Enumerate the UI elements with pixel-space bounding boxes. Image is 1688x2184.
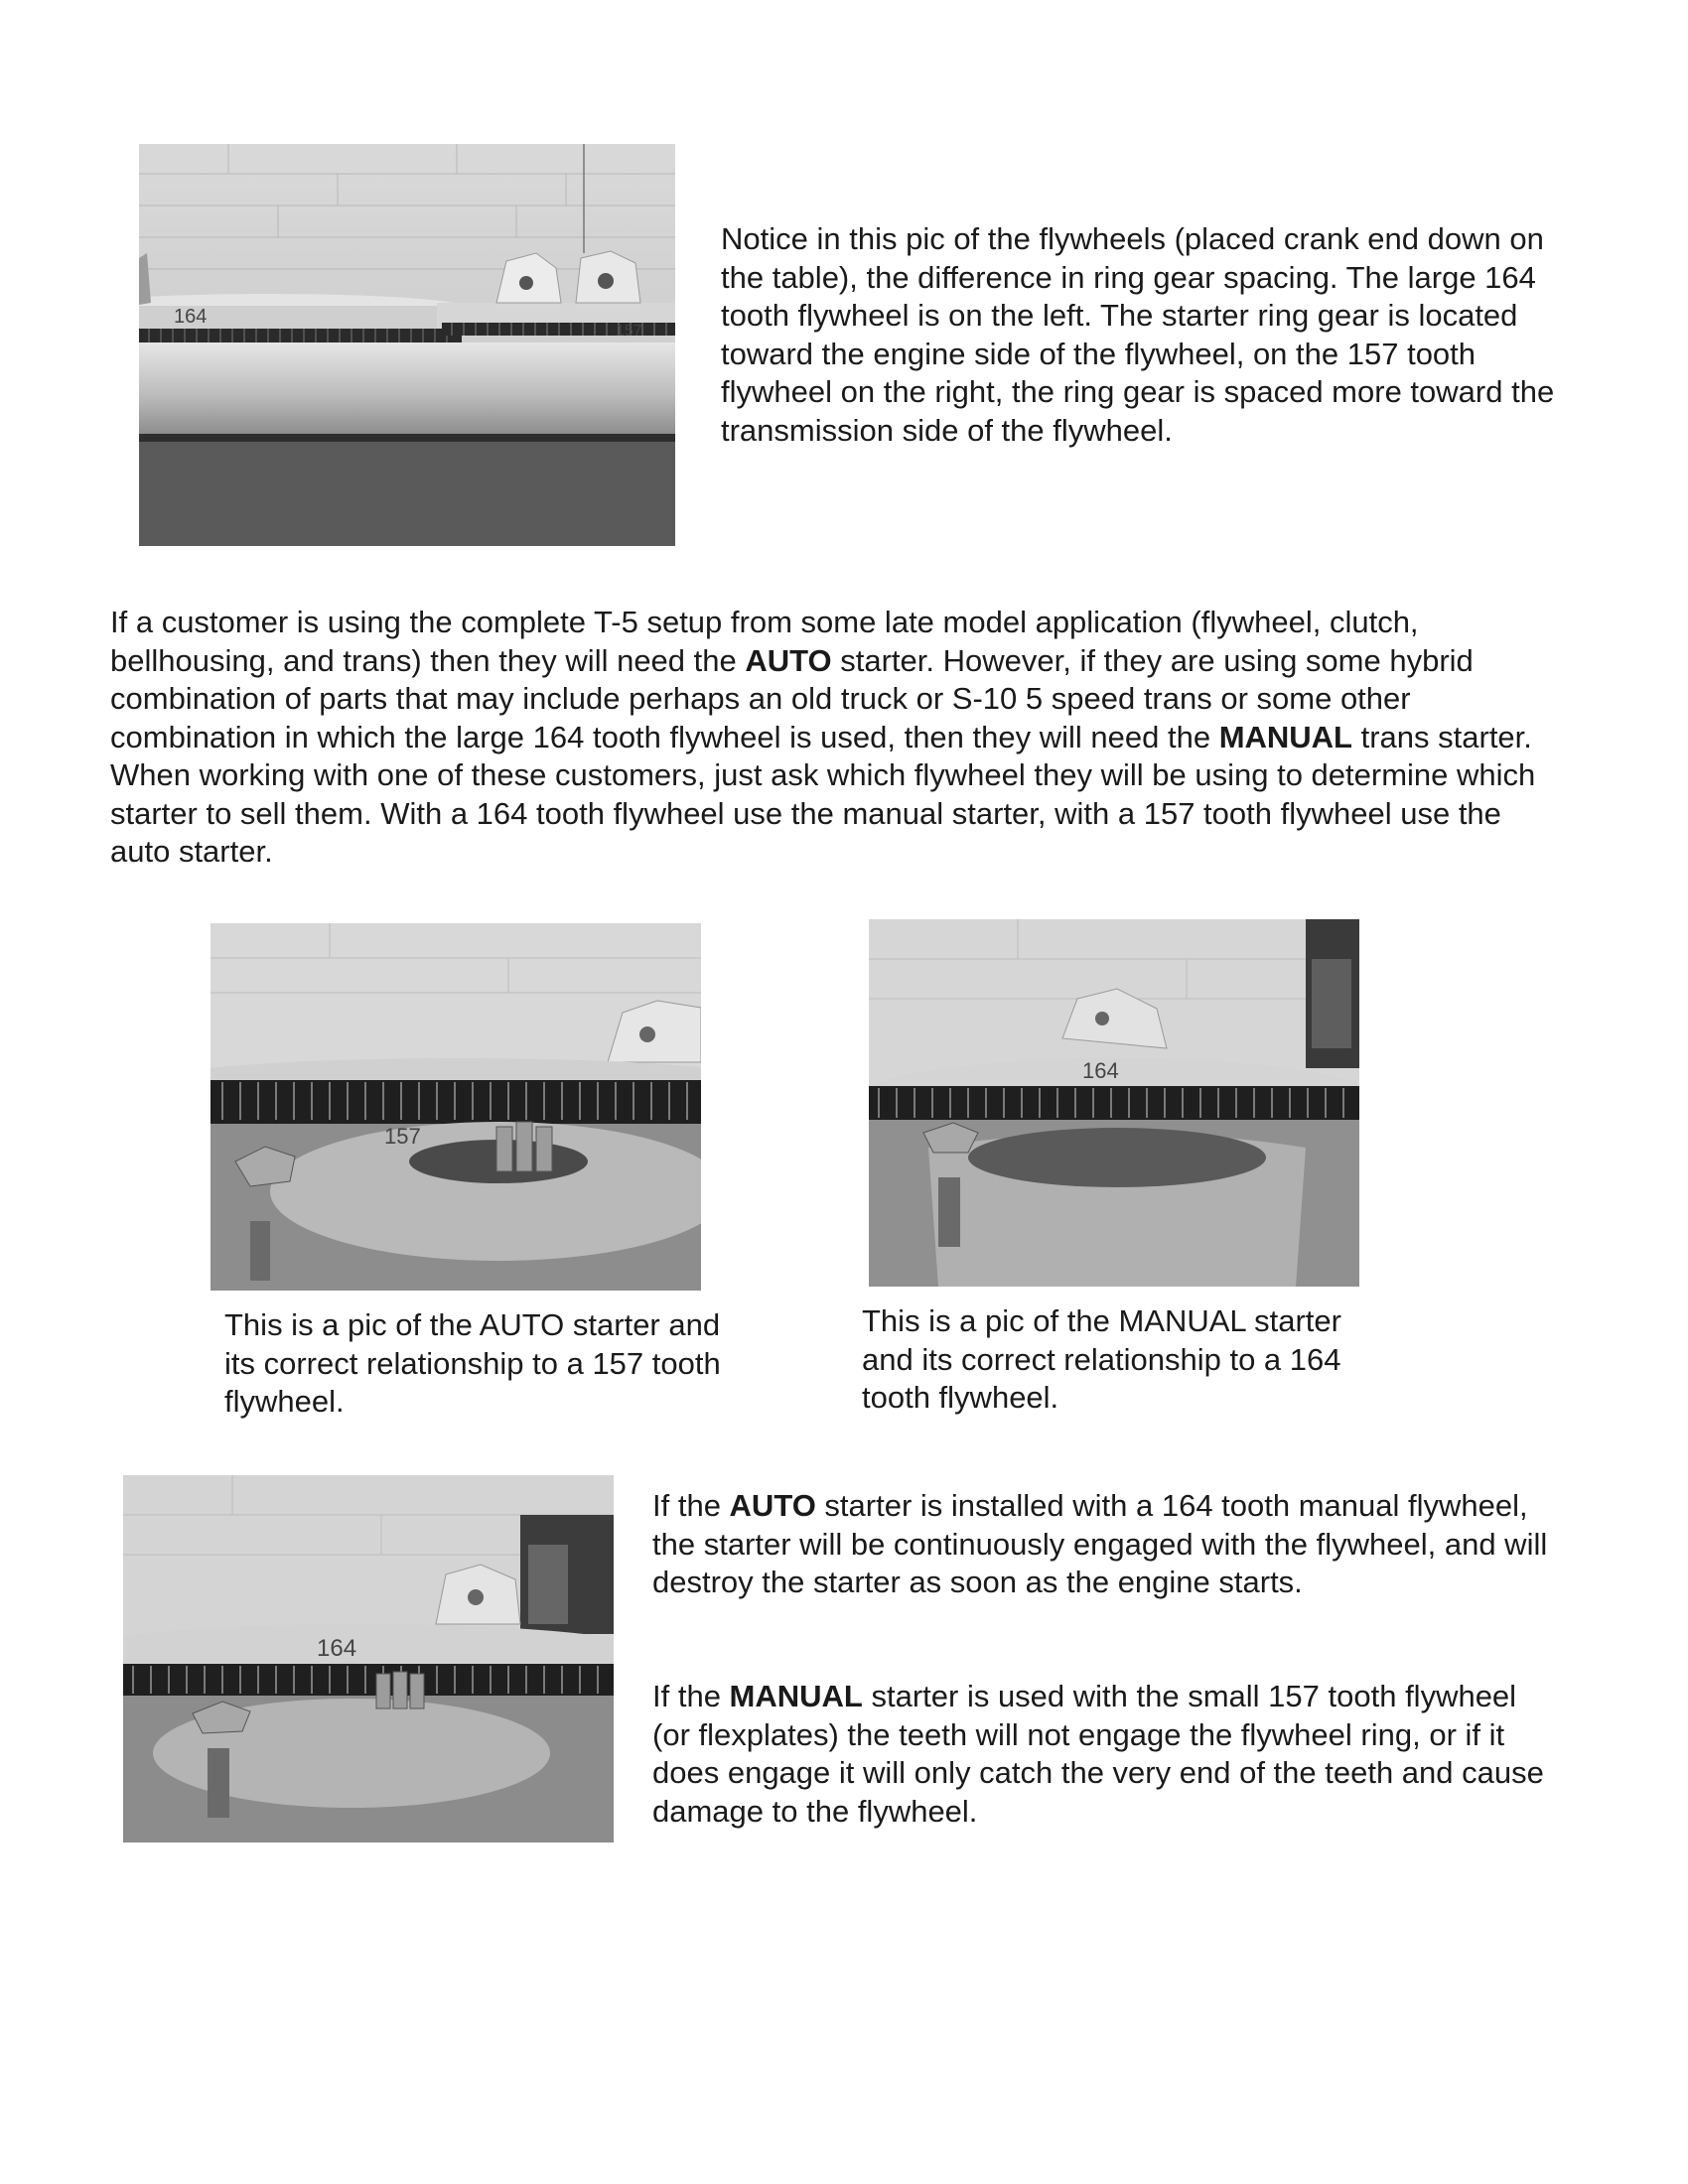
manual-starter-photo: [869, 919, 1359, 1287]
para-text-1: If a customer is using the complete T-5 setup from some late model application (flywheel, clutch, bellhousing, and trans) then they will need the: [110, 605, 1419, 678]
auto-keyword: AUTO: [729, 1488, 816, 1523]
auto-starter-photo: [211, 923, 701, 1291]
manual-keyword: MANUAL: [729, 1679, 863, 1713]
flywheel-157-label: 157: [616, 323, 642, 340]
flywheel-164-mark: 164: [317, 1635, 357, 1662]
flywheel-157-mark: 157: [384, 1124, 421, 1149]
auto-starter-on-164-photo: [123, 1475, 614, 1843]
flywheel-164-mark: 164: [1082, 1058, 1119, 1083]
auto-keyword: AUTO: [745, 642, 832, 678]
para-text-3: trans starter. When working with one of these customers, just ask which flywheel they will be using to determine which starter to sell them. With a 164 tooth flywheel use the manual starter, with a 157 tooth flywheel use the auto starter.: [110, 719, 1536, 869]
warning-prefix: If the: [652, 1488, 730, 1523]
warning-text: starter is installed with a 164 tooth manual flywheel, the starter will be continuously engaged with the flywheel, and will destroy the starter as soon as the engine starts.: [652, 1488, 1548, 1599]
manual-keyword: MANUAL: [1218, 719, 1352, 754]
starter-selection-paragraph: [110, 604, 1550, 872]
manual-on-auto-warning: [652, 1678, 1556, 1831]
auto-starter-caption: This is a pic of the AUTO starter and its correct relationship to a 157 tooth flywheel.: [224, 1307, 721, 1419]
para-text-2: starter. However, if they are using some hybrid combination of parts that may include perhaps an old truck or S-10 5 speed trans or some other combination in which the large 164 tooth flywheel is used, then they will need the: [110, 642, 1474, 754]
warning-text: starter is used with the small 157 tooth flywheel (or flexplates) the teeth will not engage the flywheel ring, or if it does engage it will only catch the very end of the teeth and cause damage to the flywheel.: [652, 1679, 1544, 1829]
flywheel-164-label: 164: [174, 306, 208, 328]
manual-starter-caption: This is a pic of the MANUAL starter and its correct relationship to a 164 tooth flywheel.: [862, 1303, 1341, 1415]
auto-on-manual-warning: [652, 1487, 1556, 1602]
warning-prefix: If the: [652, 1679, 730, 1713]
flywheel-comparison-text: Notice in this pic of the flywheels (placed crank end down on the table), the difference in ring gear spacing. The large 164 tooth flywheel is on the left. The starter ring gear is located toward the engine side of the flywheel, on the 157 tooth flywheel on the right, the ring gear is spaced more toward the transmission side of the flywheel.: [721, 221, 1555, 448]
flywheels-comparison-photo: [139, 144, 675, 546]
